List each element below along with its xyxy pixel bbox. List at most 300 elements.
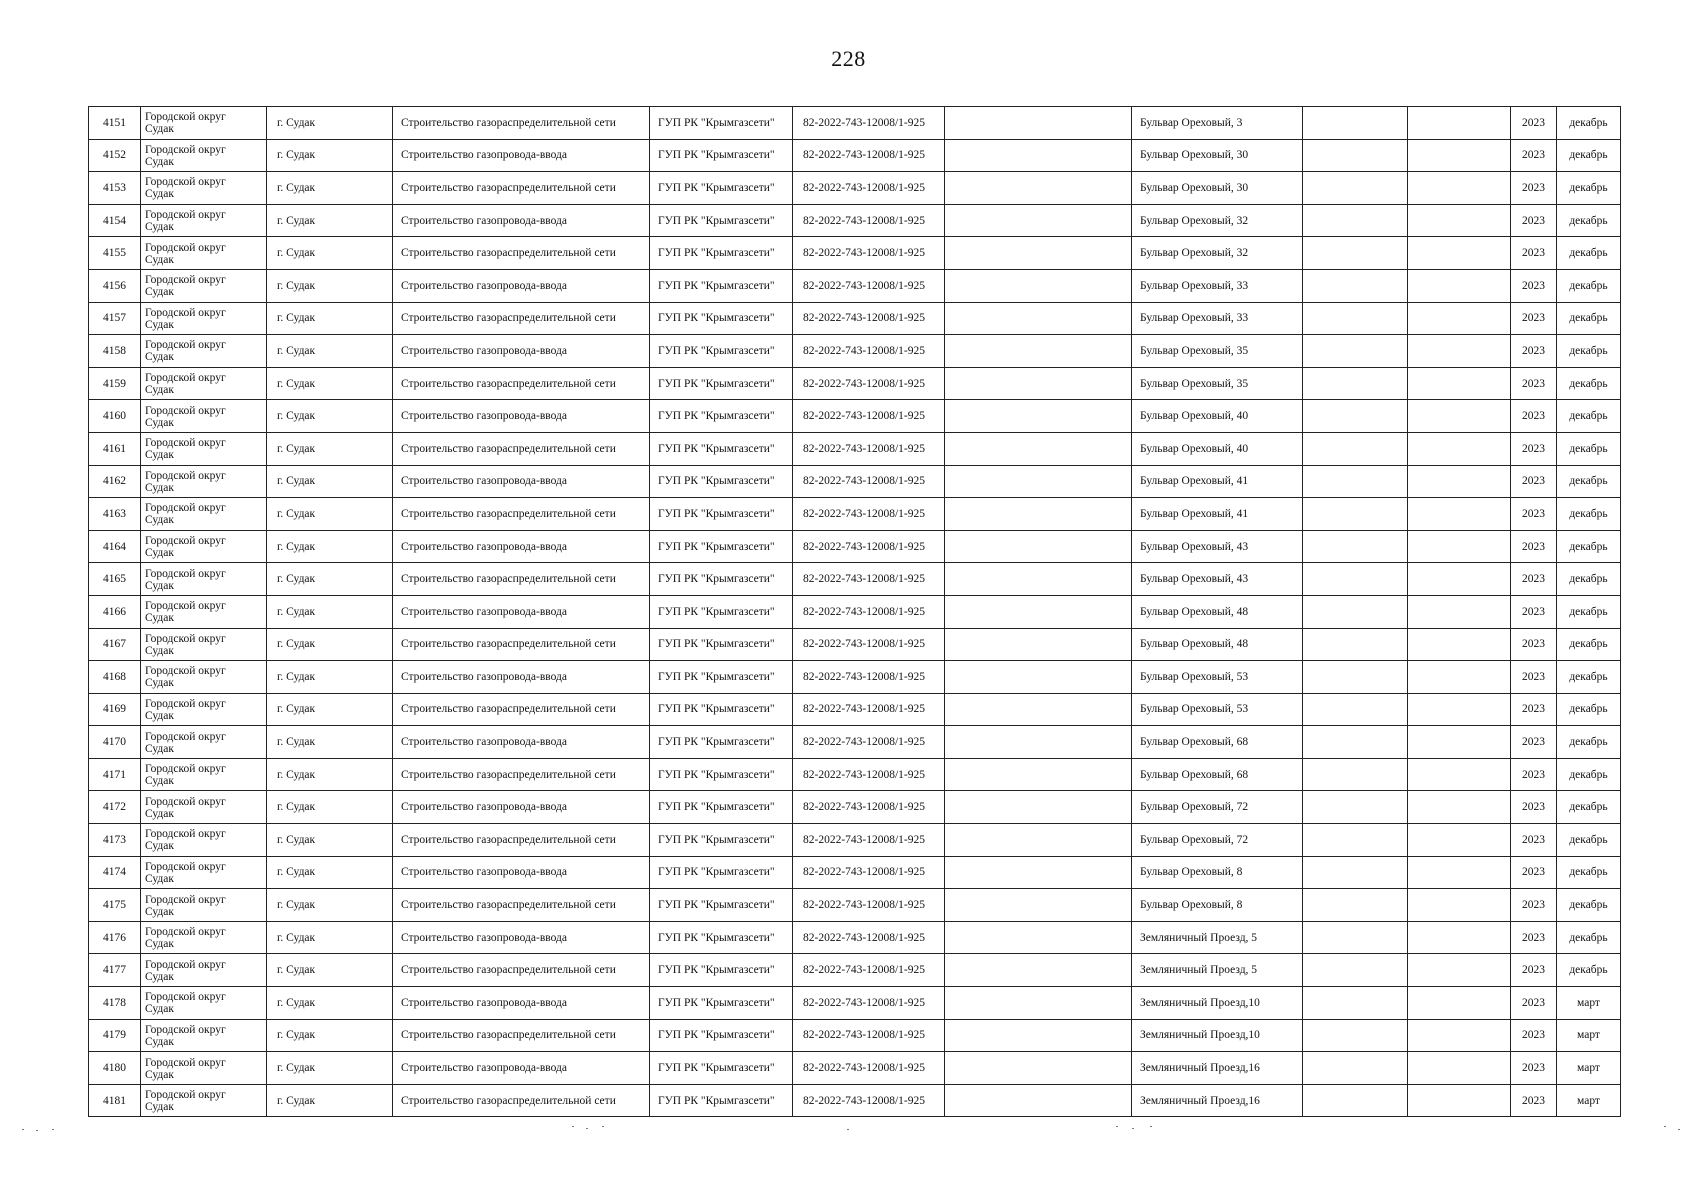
cell-empty xyxy=(945,400,1132,433)
cell-city: г. Судак xyxy=(267,139,393,172)
cell-permit-code: 82-2022-743-12008/1-925 xyxy=(793,204,945,237)
district-line-2: Судак xyxy=(145,1101,174,1114)
cell-number: 4152 xyxy=(89,139,141,172)
cell-month: декабрь xyxy=(1557,432,1621,465)
cell-month: декабрь xyxy=(1557,367,1621,400)
table-row xyxy=(89,432,1621,465)
cell-organization: ГУП РК "Крымгазсети" xyxy=(650,563,793,596)
cell-district xyxy=(141,693,267,726)
cell-permit-code: 82-2022-743-12008/1-925 xyxy=(793,302,945,335)
cell-city: г. Судак xyxy=(267,1019,393,1052)
district-line-2: Судак xyxy=(145,872,174,885)
district-line-1: Городской округ xyxy=(145,535,226,548)
table-row xyxy=(89,726,1621,759)
cell-work-type: Строительство газораспределительной сети xyxy=(393,172,650,205)
cell-empty xyxy=(1408,661,1511,694)
district-line-1: Городской округ xyxy=(145,795,226,808)
cell-empty xyxy=(945,139,1132,172)
cell-empty xyxy=(1408,107,1511,140)
cell-city: г. Судак xyxy=(267,269,393,302)
district-line-1: Городской округ xyxy=(145,143,226,156)
district-line-1: Городской округ xyxy=(145,176,226,189)
cell-empty xyxy=(945,791,1132,824)
cell-year: 2023 xyxy=(1511,302,1557,335)
cell-address: Бульвар Ореховый, 35 xyxy=(1132,335,1303,368)
cell-work-type: Строительство газораспределительной сети xyxy=(393,302,650,335)
district-line-1: Городской округ xyxy=(145,828,226,841)
cell-district xyxy=(141,987,267,1020)
cell-organization: ГУП РК "Крымгазсети" xyxy=(650,432,793,465)
district-line-2: Судак xyxy=(145,123,174,136)
table-row xyxy=(89,302,1621,335)
cell-number: 4160 xyxy=(89,400,141,433)
district-line-2: Судак xyxy=(145,481,174,494)
district-line-2: Судак xyxy=(145,644,174,657)
district-line-2: Судак xyxy=(145,579,174,592)
cell-district xyxy=(141,628,267,661)
cell-organization: ГУП РК "Крымгазсети" xyxy=(650,856,793,889)
cell-city: г. Судак xyxy=(267,954,393,987)
cell-empty xyxy=(1408,791,1511,824)
cell-empty xyxy=(1408,432,1511,465)
table-row xyxy=(89,595,1621,628)
cell-organization: ГУП РК "Крымгазсети" xyxy=(650,1084,793,1117)
cell-organization: ГУП РК "Крымгазсети" xyxy=(650,237,793,270)
table-row xyxy=(89,1084,1621,1117)
district-line-2: Судак xyxy=(145,742,174,755)
cell-address: Бульвар Ореховый, 53 xyxy=(1132,693,1303,726)
cell-empty xyxy=(1408,172,1511,205)
district-line-1: Городской округ xyxy=(145,763,226,776)
cell-address: Бульвар Ореховый, 68 xyxy=(1132,758,1303,791)
district-line-2: Судак xyxy=(145,253,174,266)
cell-work-type: Строительство газораспределительной сети xyxy=(393,628,650,661)
cell-empty xyxy=(1303,824,1408,857)
cell-district xyxy=(141,335,267,368)
district-line-1: Городской округ xyxy=(145,241,226,254)
cell-empty xyxy=(1408,563,1511,596)
cell-work-type: Строительство газораспределительной сети xyxy=(393,693,650,726)
cell-work-type: Строительство газопровода-ввода xyxy=(393,465,650,498)
cell-empty xyxy=(945,269,1132,302)
cell-empty xyxy=(945,987,1132,1020)
cell-empty xyxy=(945,172,1132,205)
cell-organization: ГУП РК "Крымгазсети" xyxy=(650,595,793,628)
cell-city: г. Судак xyxy=(267,465,393,498)
cell-number: 4171 xyxy=(89,758,141,791)
table-row xyxy=(89,269,1621,302)
cell-number: 4170 xyxy=(89,726,141,759)
cell-district xyxy=(141,204,267,237)
cell-empty xyxy=(1408,954,1511,987)
cell-city: г. Судак xyxy=(267,400,393,433)
district-line-2: Судак xyxy=(145,905,174,918)
district-line-1: Городской округ xyxy=(145,730,226,743)
cell-empty xyxy=(1303,987,1408,1020)
cell-year: 2023 xyxy=(1511,824,1557,857)
cell-year: 2023 xyxy=(1511,563,1557,596)
cell-month: декабрь xyxy=(1557,563,1621,596)
cell-empty xyxy=(1408,302,1511,335)
cell-year: 2023 xyxy=(1511,367,1557,400)
cell-number: 4155 xyxy=(89,237,141,270)
district-line-2: Судак xyxy=(145,514,174,527)
cell-work-type: Строительство газопровода-ввода xyxy=(393,400,650,433)
table-row xyxy=(89,628,1621,661)
cell-address: Бульвар Ореховый, 30 xyxy=(1132,139,1303,172)
cell-year: 2023 xyxy=(1511,465,1557,498)
cell-permit-code: 82-2022-743-12008/1-925 xyxy=(793,791,945,824)
cell-number: 4163 xyxy=(89,498,141,531)
cell-number: 4172 xyxy=(89,791,141,824)
cell-number: 4166 xyxy=(89,595,141,628)
cell-permit-code: 82-2022-743-12008/1-925 xyxy=(793,432,945,465)
cell-empty xyxy=(945,465,1132,498)
cell-empty xyxy=(1303,269,1408,302)
cell-month: март xyxy=(1557,1052,1621,1085)
cell-permit-code: 82-2022-743-12008/1-925 xyxy=(793,367,945,400)
cell-work-type: Строительство газораспределительной сети xyxy=(393,367,650,400)
cell-work-type: Строительство газопровода-ввода xyxy=(393,726,650,759)
cell-year: 2023 xyxy=(1511,954,1557,987)
cell-month: декабрь xyxy=(1557,661,1621,694)
cell-number: 4178 xyxy=(89,987,141,1020)
cell-empty xyxy=(945,758,1132,791)
district-line-2: Судак xyxy=(145,188,174,201)
cell-year: 2023 xyxy=(1511,204,1557,237)
table-row xyxy=(89,530,1621,563)
cell-permit-code: 82-2022-743-12008/1-925 xyxy=(793,1052,945,1085)
cell-empty xyxy=(1408,921,1511,954)
cell-month: март xyxy=(1557,1084,1621,1117)
cell-year: 2023 xyxy=(1511,432,1557,465)
cell-year: 2023 xyxy=(1511,987,1557,1020)
cell-number: 4156 xyxy=(89,269,141,302)
cell-empty xyxy=(1408,139,1511,172)
cell-work-type: Строительство газораспределительной сети xyxy=(393,107,650,140)
cell-number: 4167 xyxy=(89,628,141,661)
cell-permit-code: 82-2022-743-12008/1-925 xyxy=(793,954,945,987)
cell-year: 2023 xyxy=(1511,107,1557,140)
cell-empty xyxy=(1303,595,1408,628)
cell-number: 4169 xyxy=(89,693,141,726)
cell-year: 2023 xyxy=(1511,530,1557,563)
district-line-1: Городской округ xyxy=(145,567,226,580)
district-line-1: Городской округ xyxy=(145,632,226,645)
cell-organization: ГУП РК "Крымгазсети" xyxy=(650,824,793,857)
district-line-2: Судак xyxy=(145,318,174,331)
cell-month: декабрь xyxy=(1557,172,1621,205)
cell-year: 2023 xyxy=(1511,595,1557,628)
cell-address: Бульвар Ореховый, 48 xyxy=(1132,595,1303,628)
cell-work-type: Строительство газораспределительной сети xyxy=(393,432,650,465)
cell-empty xyxy=(1408,335,1511,368)
cell-number: 4151 xyxy=(89,107,141,140)
district-line-2: Судак xyxy=(145,416,174,429)
district-line-1: Городской округ xyxy=(145,274,226,287)
cell-year: 2023 xyxy=(1511,693,1557,726)
cell-district xyxy=(141,400,267,433)
cell-organization: ГУП РК "Крымгазсети" xyxy=(650,204,793,237)
cell-organization: ГУП РК "Крымгазсети" xyxy=(650,889,793,922)
cell-permit-code: 82-2022-743-12008/1-925 xyxy=(793,269,945,302)
district-line-2: Судак xyxy=(145,970,174,983)
cell-organization: ГУП РК "Крымгазсети" xyxy=(650,1052,793,1085)
district-line-1: Городской округ xyxy=(145,697,226,710)
district-line-1: Городской округ xyxy=(145,111,226,124)
cell-empty xyxy=(1303,889,1408,922)
cell-district xyxy=(141,791,267,824)
cell-number: 4154 xyxy=(89,204,141,237)
cell-permit-code: 82-2022-743-12008/1-925 xyxy=(793,824,945,857)
cell-number: 4159 xyxy=(89,367,141,400)
cell-number: 4181 xyxy=(89,1084,141,1117)
cell-city: г. Судак xyxy=(267,432,393,465)
cell-empty xyxy=(1408,237,1511,270)
cell-address: Бульвар Ореховый, 40 xyxy=(1132,432,1303,465)
cell-month: декабрь xyxy=(1557,889,1621,922)
cell-district xyxy=(141,269,267,302)
cell-month: декабрь xyxy=(1557,824,1621,857)
district-line-2: Судак xyxy=(145,449,174,462)
cell-number: 4180 xyxy=(89,1052,141,1085)
cell-permit-code: 82-2022-743-12008/1-925 xyxy=(793,465,945,498)
cell-city: г. Судак xyxy=(267,921,393,954)
district-line-2: Судак xyxy=(145,1003,174,1016)
cell-city: г. Судак xyxy=(267,661,393,694)
cell-work-type: Строительство газопровода-ввода xyxy=(393,204,650,237)
cell-empty xyxy=(945,1052,1132,1085)
cell-work-type: Строительство газопровода-ввода xyxy=(393,921,650,954)
cell-work-type: Строительство газопровода-ввода xyxy=(393,1052,650,1085)
district-line-1: Городской округ xyxy=(145,437,226,450)
cell-year: 2023 xyxy=(1511,889,1557,922)
cell-work-type: Строительство газораспределительной сети xyxy=(393,498,650,531)
cell-number: 4162 xyxy=(89,465,141,498)
cell-empty xyxy=(945,237,1132,270)
district-line-1: Городской округ xyxy=(145,306,226,319)
cell-year: 2023 xyxy=(1511,400,1557,433)
cell-address: Бульвар Ореховый, 72 xyxy=(1132,824,1303,857)
cell-permit-code: 82-2022-743-12008/1-925 xyxy=(793,530,945,563)
cell-district xyxy=(141,726,267,759)
cell-organization: ГУП РК "Крымгазсети" xyxy=(650,302,793,335)
cell-district xyxy=(141,856,267,889)
table-row xyxy=(89,1019,1621,1052)
district-line-2: Судак xyxy=(145,547,174,560)
cell-month: декабрь xyxy=(1557,302,1621,335)
cell-district xyxy=(141,921,267,954)
cell-district xyxy=(141,1052,267,1085)
cell-work-type: Строительство газораспределительной сети xyxy=(393,1084,650,1117)
cell-address: Земляничный Проезд, 5 xyxy=(1132,954,1303,987)
cell-month: декабрь xyxy=(1557,530,1621,563)
cell-year: 2023 xyxy=(1511,726,1557,759)
district-line-1: Городской округ xyxy=(145,893,226,906)
cell-address: Бульвар Ореховый, 68 xyxy=(1132,726,1303,759)
district-line-1: Городской округ xyxy=(145,991,226,1004)
cell-permit-code: 82-2022-743-12008/1-925 xyxy=(793,921,945,954)
cell-organization: ГУП РК "Крымгазсети" xyxy=(650,628,793,661)
cell-number: 4177 xyxy=(89,954,141,987)
table-row xyxy=(89,693,1621,726)
cell-organization: ГУП РК "Крымгазсети" xyxy=(650,791,793,824)
cell-address: Земляничный Проезд,10 xyxy=(1132,987,1303,1020)
district-line-2: Судак xyxy=(145,677,174,690)
cell-permit-code: 82-2022-743-12008/1-925 xyxy=(793,1019,945,1052)
cell-city: г. Судак xyxy=(267,824,393,857)
cell-city: г. Судак xyxy=(267,693,393,726)
table-row xyxy=(89,172,1621,205)
table-row xyxy=(89,563,1621,596)
cell-empty xyxy=(1303,1019,1408,1052)
cell-empty xyxy=(1408,595,1511,628)
cell-district xyxy=(141,172,267,205)
district-line-2: Судак xyxy=(145,1035,174,1048)
cell-city: г. Судак xyxy=(267,498,393,531)
cell-permit-code: 82-2022-743-12008/1-925 xyxy=(793,400,945,433)
cell-organization: ГУП РК "Крымгазсети" xyxy=(650,498,793,531)
cell-permit-code: 82-2022-743-12008/1-925 xyxy=(793,758,945,791)
district-line-1: Городской округ xyxy=(145,209,226,222)
cell-city: г. Судак xyxy=(267,791,393,824)
registry-body xyxy=(89,107,1621,1117)
table-row xyxy=(89,824,1621,857)
cell-address: Бульвар Ореховый, 41 xyxy=(1132,465,1303,498)
district-line-2: Судак xyxy=(145,286,174,299)
cell-work-type: Строительство газопровода-ввода xyxy=(393,856,650,889)
cell-month: март xyxy=(1557,987,1621,1020)
cell-district xyxy=(141,367,267,400)
cell-empty xyxy=(1408,889,1511,922)
cell-district xyxy=(141,661,267,694)
cell-year: 2023 xyxy=(1511,661,1557,694)
cell-empty xyxy=(1303,432,1408,465)
cell-empty xyxy=(1303,172,1408,205)
cell-permit-code: 82-2022-743-12008/1-925 xyxy=(793,987,945,1020)
table-row xyxy=(89,954,1621,987)
cell-city: г. Судак xyxy=(267,302,393,335)
cell-empty xyxy=(1408,628,1511,661)
cell-work-type: Строительство газораспределительной сети xyxy=(393,563,650,596)
cell-year: 2023 xyxy=(1511,1052,1557,1085)
cell-address: Земляничный Проезд, 5 xyxy=(1132,921,1303,954)
district-line-2: Судак xyxy=(145,938,174,951)
cell-empty xyxy=(945,204,1132,237)
cell-city: г. Судак xyxy=(267,628,393,661)
cell-city: г. Судак xyxy=(267,335,393,368)
district-line-1: Городской округ xyxy=(145,958,226,971)
cell-district xyxy=(141,889,267,922)
cell-permit-code: 82-2022-743-12008/1-925 xyxy=(793,661,945,694)
cell-empty xyxy=(945,335,1132,368)
district-line-1: Городской округ xyxy=(145,600,226,613)
cell-address: Бульвар Ореховый, 40 xyxy=(1132,400,1303,433)
district-line-2: Судак xyxy=(145,1068,174,1081)
cell-year: 2023 xyxy=(1511,335,1557,368)
cell-number: 4174 xyxy=(89,856,141,889)
cell-address: Бульвар Ореховый, 43 xyxy=(1132,563,1303,596)
cell-month: декабрь xyxy=(1557,856,1621,889)
cell-empty xyxy=(945,107,1132,140)
cell-district xyxy=(141,498,267,531)
cell-address: Бульвар Ореховый, 8 xyxy=(1132,856,1303,889)
cell-month: декабрь xyxy=(1557,921,1621,954)
table-row xyxy=(89,889,1621,922)
cell-empty xyxy=(1303,726,1408,759)
cell-month: декабрь xyxy=(1557,595,1621,628)
cell-organization: ГУП РК "Крымгазсети" xyxy=(650,693,793,726)
cell-empty xyxy=(945,889,1132,922)
district-line-1: Городской округ xyxy=(145,1089,226,1102)
cell-number: 4176 xyxy=(89,921,141,954)
cell-empty xyxy=(1408,1019,1511,1052)
cell-permit-code: 82-2022-743-12008/1-925 xyxy=(793,693,945,726)
cell-number: 4161 xyxy=(89,432,141,465)
cell-address: Бульвар Ореховый, 32 xyxy=(1132,237,1303,270)
cell-empty xyxy=(1408,758,1511,791)
table-row xyxy=(89,400,1621,433)
cell-city: г. Судак xyxy=(267,889,393,922)
table-row xyxy=(89,661,1621,694)
cell-permit-code: 82-2022-743-12008/1-925 xyxy=(793,237,945,270)
table-row xyxy=(89,107,1621,140)
cell-empty xyxy=(945,856,1132,889)
cell-organization: ГУП РК "Крымгазсети" xyxy=(650,172,793,205)
cell-month: март xyxy=(1557,1019,1621,1052)
district-line-2: Судак xyxy=(145,351,174,364)
cell-empty xyxy=(945,498,1132,531)
district-line-1: Городской округ xyxy=(145,1023,226,1036)
cell-month: декабрь xyxy=(1557,628,1621,661)
scan-noise xyxy=(0,1126,1697,1136)
cell-address: Бульвар Ореховый, 53 xyxy=(1132,661,1303,694)
cell-district xyxy=(141,595,267,628)
cell-empty xyxy=(1303,465,1408,498)
table-row xyxy=(89,856,1621,889)
cell-month: декабрь xyxy=(1557,791,1621,824)
cell-organization: ГУП РК "Крымгазсети" xyxy=(650,465,793,498)
table-row xyxy=(89,335,1621,368)
district-line-1: Городской округ xyxy=(145,926,226,939)
cell-empty xyxy=(1303,530,1408,563)
cell-number: 4179 xyxy=(89,1019,141,1052)
cell-empty xyxy=(945,661,1132,694)
district-line-1: Городской округ xyxy=(145,1056,226,1069)
cell-permit-code: 82-2022-743-12008/1-925 xyxy=(793,726,945,759)
cell-number: 4173 xyxy=(89,824,141,857)
cell-organization: ГУП РК "Крымгазсети" xyxy=(650,530,793,563)
cell-district xyxy=(141,1019,267,1052)
cell-organization: ГУП РК "Крымгазсети" xyxy=(650,139,793,172)
cell-month: декабрь xyxy=(1557,269,1621,302)
district-line-2: Судак xyxy=(145,840,174,853)
cell-address: Бульвар Ореховый, 33 xyxy=(1132,269,1303,302)
cell-permit-code: 82-2022-743-12008/1-925 xyxy=(793,595,945,628)
district-line-1: Городской округ xyxy=(145,860,226,873)
cell-empty xyxy=(945,432,1132,465)
cell-year: 2023 xyxy=(1511,856,1557,889)
cell-address: Бульвар Ореховый, 48 xyxy=(1132,628,1303,661)
cell-city: г. Судак xyxy=(267,758,393,791)
cell-month: декабрь xyxy=(1557,465,1621,498)
cell-number: 4165 xyxy=(89,563,141,596)
cell-city: г. Судак xyxy=(267,595,393,628)
cell-year: 2023 xyxy=(1511,791,1557,824)
cell-organization: ГУП РК "Крымгазсети" xyxy=(650,661,793,694)
cell-permit-code: 82-2022-743-12008/1-925 xyxy=(793,172,945,205)
table-row xyxy=(89,1052,1621,1085)
